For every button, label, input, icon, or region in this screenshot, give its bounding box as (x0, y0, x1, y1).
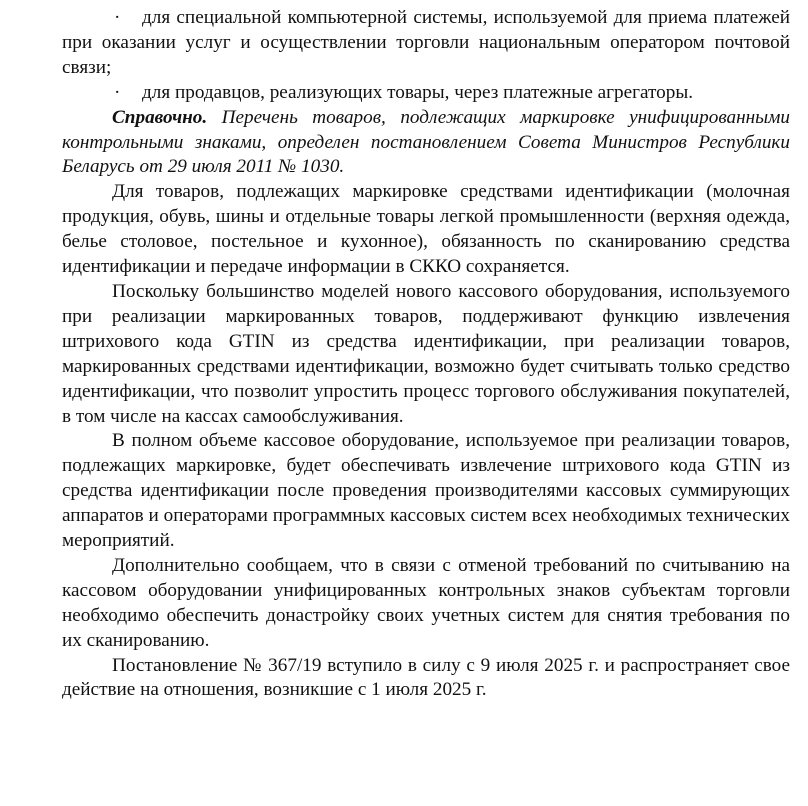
reference-note (62, 106, 790, 181)
document-page (62, 6, 790, 703)
reference-note-label: Справочно. (112, 106, 208, 128)
paragraph: Поскольку большинство моделей нового кассового оборудования, используемого при реализации маркированных товаров, поддерживают функцию извлечения штрихового кода GTIN из средства идентификации, при реализации товаров, маркированных средствами идентификации, возможно будет считывать только средство идентификации, что позволит упростить процесс торгового обслуживания покупателей, в том числе на кассах самообслуживания. (62, 280, 790, 427)
bullet-item (62, 81, 790, 106)
paragraph: Дополнительно сообщаем, что в связи с отменой требований по считыванию на кассовом оборудовании унифицированных контрольных знаков субъектам торговли необходимо обеспечить донастройку своих учетных систем для снятия требования по их сканированию. (62, 554, 790, 651)
bullet-text: для продавцов, реализующих товары, через платежные агрегаторы. (142, 81, 694, 103)
paragraph: Для товаров, подлежащих маркировке средствами идентификации (молочная продукция, обувь, шины и отдельные товары легкой промышленности (верхняя одежда, белье столовое, постельное и кухонное), обязанность по сканированию средства идентификации и передаче информации в СККО сохраняется. (62, 181, 790, 278)
reference-note-text: Перечень товаров, подлежащих маркировке унифицированными контрольными знаками, определен постановлением Совета Министров Республики Беларусь от 29 июля 2011 № 1030. (62, 106, 790, 178)
paragraph: Постановление № 367/19 вступило в силу с 9 июля 2025 г. и распространяет свое действие на отношения, возникшие с 1 июля 2025 г. (62, 654, 790, 701)
bullet-text: для специальной компьютерной системы, используемой для приема платежей при оказании услуг и осуществлении торговли национальным оператором почтовой связи; (62, 7, 790, 78)
bullet-marker: · (114, 7, 121, 28)
bullet-item (62, 6, 790, 81)
bullet-marker: · (114, 81, 121, 103)
paragraph: В полном объеме кассовое оборудование, используемое при реализации товаров, подлежащих маркировке, будет обеспечивать извлечение штрихового кода GTIN из средства идентификации после проведения производителями кассовых суммирующих аппаратов и операторами программных кассовых систем всех необходимых технических мероприятий. (62, 430, 790, 552)
